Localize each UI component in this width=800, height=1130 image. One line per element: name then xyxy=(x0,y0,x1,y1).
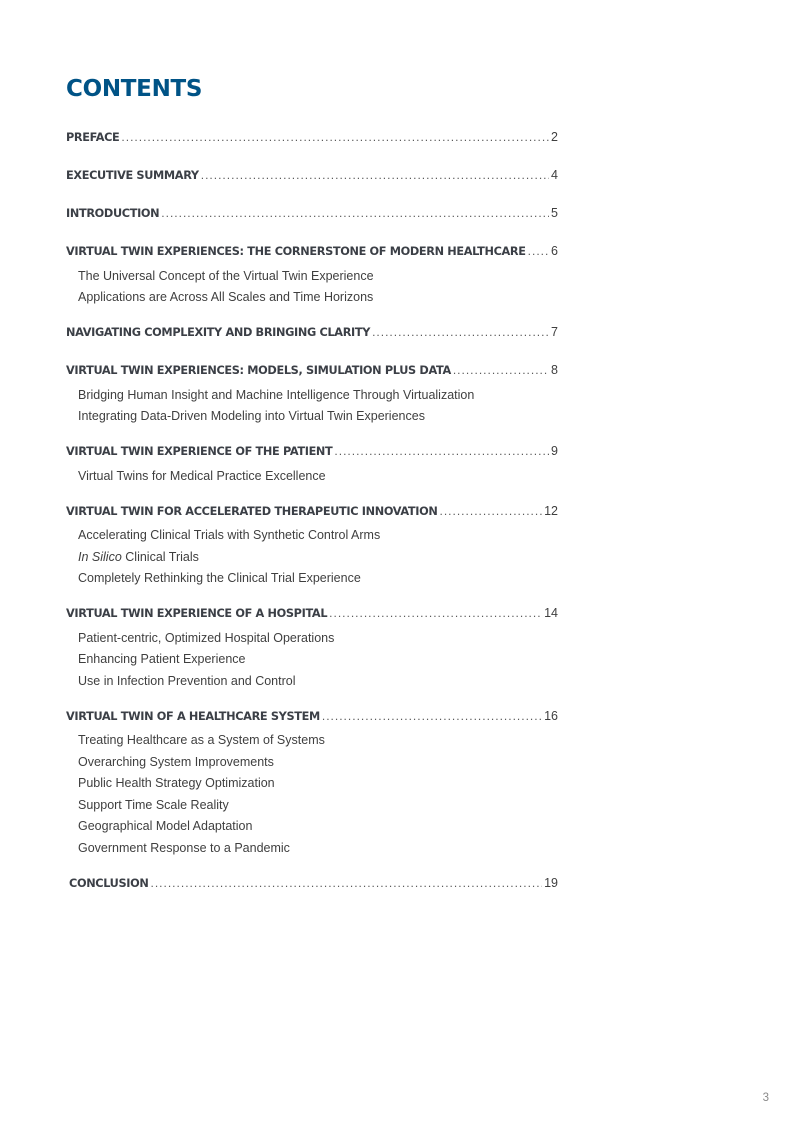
dot-leader xyxy=(334,444,549,458)
toc-section-navigating-complexity xyxy=(66,325,558,347)
dot-leader xyxy=(528,244,549,258)
dot-leader xyxy=(161,206,549,220)
toc-subentry[interactable] xyxy=(66,547,558,569)
toc-subentry[interactable]: Overarching System Improvements xyxy=(78,754,274,769)
toc-entry-page: 9 xyxy=(551,444,558,458)
toc-entry-page: 8 xyxy=(551,363,558,377)
dot-leader xyxy=(372,325,549,339)
toc-section-introduction xyxy=(66,206,558,228)
toc-entry[interactable] xyxy=(66,168,558,190)
toc-subentry[interactable]: Applications are Across All Scales and Time Horizons xyxy=(78,290,374,304)
toc-entry[interactable] xyxy=(66,130,558,152)
toc-entry[interactable] xyxy=(66,325,558,347)
toc-section-healthcare-system xyxy=(66,709,558,860)
toc-entry-page: 14 xyxy=(544,606,558,620)
toc-entry[interactable] xyxy=(66,504,558,526)
toc-entry-page: 16 xyxy=(544,708,558,723)
toc-section-executive-summary xyxy=(66,168,558,190)
page-title: CONTENTS xyxy=(66,76,203,102)
dot-leader xyxy=(121,130,549,144)
toc-entry-title: INTRODUCTION xyxy=(66,207,160,220)
toc-entry[interactable] xyxy=(66,444,558,466)
toc-subentry[interactable]: Patient-centric, Optimized Hospital Operations xyxy=(78,630,335,645)
toc-entry[interactable] xyxy=(66,206,558,228)
toc-entry-page: 2 xyxy=(551,130,558,144)
toc-subentry[interactable]: Geographical Model Adaptation xyxy=(78,819,253,833)
toc-entry-title: NAVIGATING COMPLEXITY AND BRINGING CLARITY xyxy=(66,326,371,339)
toc-entry-page: 6 xyxy=(551,244,558,258)
table-of-contents xyxy=(66,130,558,914)
toc-entry-title: VIRTUAL TWIN OF A HEALTHCARE SYSTEM xyxy=(66,709,320,723)
italic-prefix: In Silico xyxy=(78,549,122,564)
dot-leader xyxy=(440,504,543,518)
toc-subentry[interactable]: Completely Rethinking the Clinical Trial Experience xyxy=(78,571,361,585)
toc-entry-title: VIRTUAL TWIN EXPERIENCE OF THE PATIENT xyxy=(66,445,333,458)
toc-entry-title: VIRTUAL TWIN FOR ACCELERATED THERAPEUTIC INNOVATION xyxy=(66,504,438,518)
dot-leader xyxy=(453,363,549,377)
toc-subentry[interactable]: Treating Healthcare as a System of Systems xyxy=(78,733,325,747)
toc-subentry-text: Clinical Trials xyxy=(125,549,199,564)
toc-subentry[interactable]: The Universal Concept of the Virtual Twin Experience xyxy=(78,268,374,283)
toc-entry[interactable] xyxy=(66,606,558,628)
toc-entry-title: VIRTUAL TWIN EXPERIENCES: THE CORNERSTONE OF MODERN HEALTHCARE xyxy=(66,245,526,258)
toc-entry-page: 7 xyxy=(551,325,558,339)
dot-leader xyxy=(151,876,543,890)
dot-leader xyxy=(201,168,549,182)
toc-subentry[interactable]: Integrating Data-Driven Modeling into Virtual Twin Experiences xyxy=(78,409,425,423)
page-number: 3 xyxy=(762,1092,769,1104)
toc-entry-title: VIRTUAL TWIN EXPERIENCES: MODELS, SIMULATION PLUS DATA xyxy=(66,364,451,377)
toc-section-cornerstone xyxy=(66,244,558,309)
toc-section-therapeutic-innovation xyxy=(66,504,558,590)
toc-subentry[interactable]: Support Time Scale Reality xyxy=(78,797,229,812)
dot-leader xyxy=(322,709,542,723)
toc-subentry[interactable]: Bridging Human Insight and Machine Intelligence Through Virtualization xyxy=(78,387,475,402)
toc-section-hospital xyxy=(66,606,558,692)
toc-entry-title: PREFACE xyxy=(66,131,120,144)
toc-section-conclusion xyxy=(66,876,558,898)
toc-entry-page: 19 xyxy=(544,875,558,890)
toc-entry-page: 5 xyxy=(551,206,558,220)
toc-entry-title: EXECUTIVE SUMMARY xyxy=(66,169,199,182)
toc-section-models-simulation xyxy=(66,363,558,428)
toc-subentry[interactable]: Public Health Strategy Optimization xyxy=(78,776,275,790)
toc-entry[interactable] xyxy=(66,709,558,731)
toc-entry-title: VIRTUAL TWIN EXPERIENCE OF A HOSPITAL xyxy=(66,607,328,620)
toc-subentry[interactable]: Use in Infection Prevention and Control xyxy=(78,673,296,688)
toc-subentry[interactable]: Enhancing Patient Experience xyxy=(78,652,246,666)
dot-leader xyxy=(329,606,542,620)
toc-entry-page: 12 xyxy=(544,503,558,518)
toc-subentry[interactable]: Accelerating Clinical Trials with Synthetic Control Arms xyxy=(78,528,381,542)
toc-section-patient xyxy=(66,444,558,487)
toc-entry-title: CONCLUSION xyxy=(69,876,149,890)
toc-subentry[interactable]: Virtual Twins for Medical Practice Excellence xyxy=(78,468,326,483)
toc-subentry[interactable]: Government Response to a Pandemic xyxy=(78,840,290,855)
toc-entry[interactable] xyxy=(66,363,558,385)
toc-entry[interactable] xyxy=(66,244,558,266)
toc-section-preface xyxy=(66,130,558,152)
toc-entry-page: 4 xyxy=(551,168,558,182)
toc-entry[interactable] xyxy=(66,876,558,898)
